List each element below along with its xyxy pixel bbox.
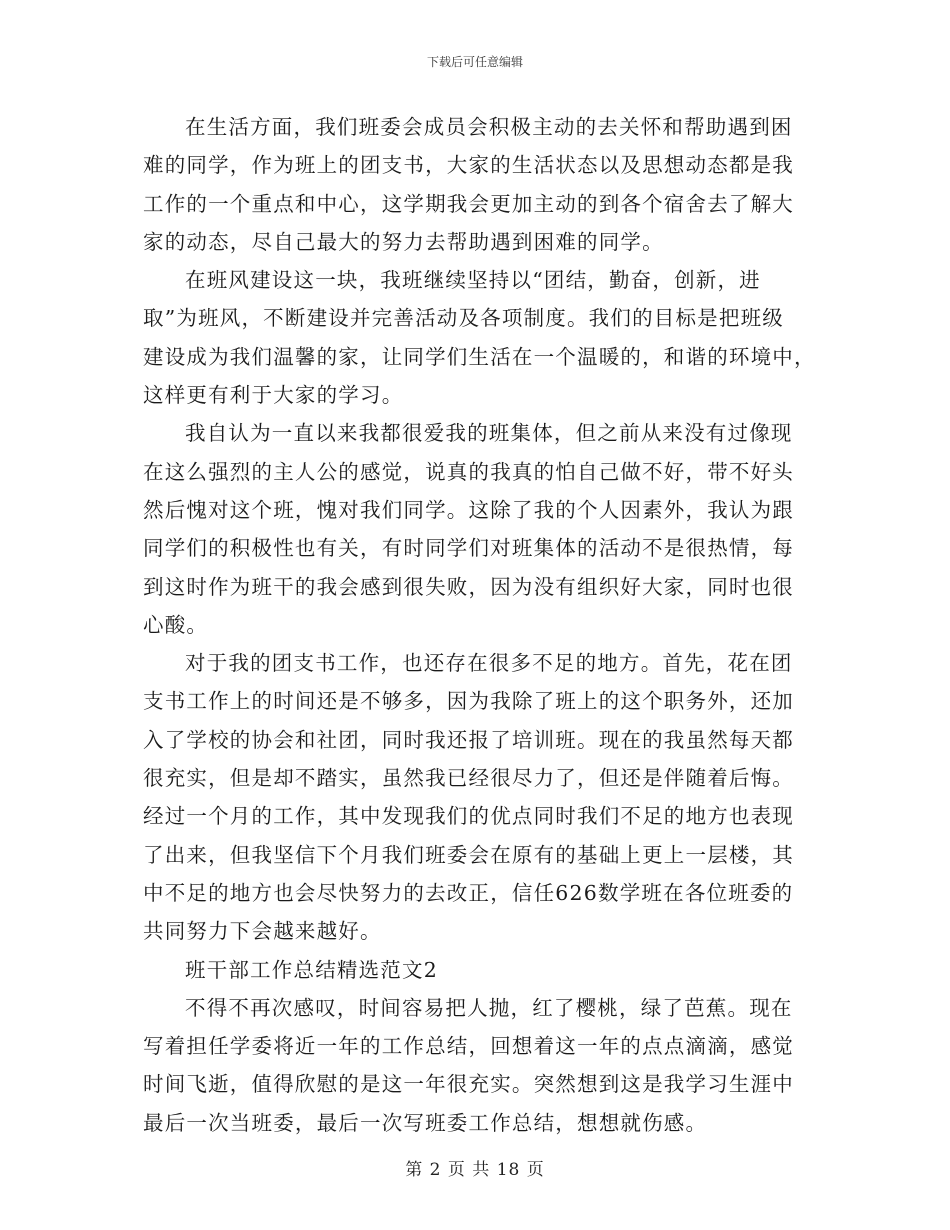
text-line: 家的动态，尽自己最大的努力去帮助遇到困难的同学。 [143,229,664,254]
text-line: 中不足的地方也会尽快努力的去改正，信任626数学班在各位班委的 [143,880,794,905]
text-line: 了出来，但我坚信下个月我们班委会在原有的基础上更上一层楼，其 [143,842,794,867]
text-line: 写着担任学委将近一年的工作总结，回想着这一年的点点滴滴，感觉 [143,1034,794,1059]
document-body [143,108,816,1142]
text-line: 然后愧对这个班，愧对我们同学。这除了我的个人因素外，我认为跟 [143,497,794,522]
text-line: 取”为班风，不断建设并完善活动及各项制度。我们的目标是把班级 [143,306,784,331]
text-line: 最后一次当班委，最后一次写班委工作总结，想想就伤感。 [143,1110,708,1135]
page-header: 下载后可任意编辑 [426,55,523,69]
paragraph [143,261,816,414]
page-footer: 第 2 页 共 18 页 [405,1160,545,1180]
section-heading-text: 班干部工作总结精选范文2 [185,957,438,982]
section-heading [143,951,803,989]
text-line: 时间飞逝，值得欣慰的是这一年很充实。突然想到这是我学习生涯中 [143,1072,794,1097]
paragraph [143,644,803,950]
text-line: 不得不再次感叹，时间容易把人抛，红了樱桃，绿了芭蕉。现在 [185,995,793,1020]
text-line: 难的同学，作为班上的团支书，大家的生活状态以及思想动态都是我 [143,153,794,178]
text-line: 在班风建设这一块，我班继续坚持以“团结，勤奋，创新，进 [185,268,761,293]
text-line: 到这时作为班干的我会感到很失败，因为没有组织好大家，同时也很 [143,574,794,599]
text-line: 我自认为一直以来我都很爱我的班集体，但之前从来没有过像现 [185,421,793,446]
paragraph [143,414,803,644]
paragraph [143,108,803,261]
text-line: 很充实，但是却不踏实，虽然我已经很尽力了，但还是伴随着后悔。 [143,766,794,791]
text-line: 对于我的团支书工作，也还存在很多不足的地方。首先，花在团 [185,651,793,676]
text-line: 心酸。 [143,612,209,637]
text-line: 工作的一个重点和中心，这学期我会更加主动的到各个宿舍去了解大 [143,191,794,216]
text-line: 这样更有利于大家的学习。 [143,383,404,408]
text-line: 入了学校的协会和社团，同时我还报了培训班。现在的我虽然每天都 [143,727,794,752]
text-line: 支书工作上的时间还是不够多，因为我除了班上的这个职务外，还加 [143,689,794,714]
text-line: 在这么强烈的主人公的感觉，说真的我真的怕自己做不好，带不好头 [143,459,794,484]
paragraph [143,989,803,1142]
text-line: 建设成为我们温馨的家，让同学们生活在一个温暖的，和谐的环境中， [143,344,816,369]
text-line: 同学们的积极性也有关，有时同学们对班集体的活动不是很热情，每 [143,536,794,561]
text-line: 经过一个月的工作，其中发现我们的优点同时我们不足的地方也表现 [143,804,794,829]
text-line: 共同努力下会越来越好。 [143,919,382,944]
text-line: 在生活方面，我们班委会成员会积极主动的去关怀和帮助遇到困 [185,115,793,139]
